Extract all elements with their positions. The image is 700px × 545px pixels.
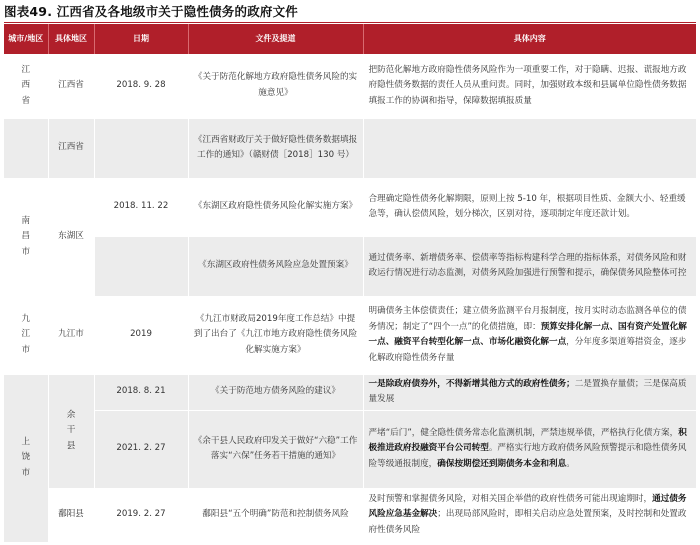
date-cell: 2021. 2. 27 (94, 410, 188, 488)
document-cell: 《九江市财政局2019年度工作总结》中提到了出台了《九江市地方政府隐性债务风险化解实施方案》 (188, 296, 363, 374)
content-cell (363, 374, 696, 410)
date-cell (94, 236, 188, 296)
content-text: 。严格实行地方政府债务风险预警提示和隐性债务风险等级通报制度， (368, 443, 687, 469)
table-row (4, 488, 696, 542)
figure-title: 图表49. 江西省及各地级市关于隐性债务的政府文件 (4, 4, 298, 19)
content-text: 及时预警和掌握债务风险，对相关国企举借的政府性债务可能出现逾期时， (368, 493, 653, 504)
district-cell: 九江市 (48, 296, 94, 374)
date-cell: 2019 (94, 296, 188, 374)
date-cell: 2018. 11. 22 (94, 178, 188, 236)
emphasized-text: 积极推进政府投融资平台公司转型 (368, 427, 687, 454)
content-text: 把防范化解地方政府隐性债务风险作为一项重要工作，对于隐瞒、迟报、谎报地方政府隐性债务数据的责任人员从重问责。同时，加强财政本级和县属单位隐性债务数据填报工作的协调和指导，保障数据填报质量 (368, 64, 687, 106)
document-cell: 《江西省财政厅关于做好隐性债务数据填报工作的通知》（赣财债［2018］130 号） (188, 118, 363, 178)
table-row (4, 236, 696, 296)
document-cell: 《东湖区政府隐性债务风险化解实施方案》 (188, 178, 363, 236)
district-cell: 江西省 (48, 118, 94, 178)
content-text: 明确债务主体偿债责任；建立债务监测平台月报制度，按月实时动态监测各单位的债务情况；制定了“四个一点”的化债措施，即： (368, 306, 687, 332)
table-row (4, 296, 696, 374)
emphasized-text: 预算安排化解一点、国有资产处置化解一点、融资平台转型化解一点、市场化融资化解一点 (368, 321, 687, 347)
content-text: 严堵“后门”，健全隐性债务常态化监测机制，严禁违规举债，严格执行化债方案， (368, 427, 679, 438)
table-row (4, 374, 696, 410)
column-header-city: 城市/地区 (4, 24, 48, 54)
content-text: 二是置换存量债；三是保高质量发展 (368, 378, 687, 404)
document-cell: 《东湖区政府性债务风险应急处置预案》 (188, 236, 363, 296)
document-cell: 《关于防范化解地方政府隐性债务风险的实施意见》 (188, 54, 363, 118)
content-text: 合理确定隐性债务化解期限，原则上按 5-10 年，根据项目性质、金额大小、轻重缓急等，确认偿债风险，划分梯次，区别对待，逐项制定年度还款计划。 (368, 193, 686, 219)
column-header-content: 具体内容 (363, 24, 696, 54)
content-text: 通过债务率、新增债务率、偿债率等指标构建科学合理的指标体系，对债务风险和财政运行情况进行动态监测，对债务风险加强进行预警和提示，确保债务风险整体可控 (368, 252, 687, 278)
date-cell: 2019. 2. 27 (94, 488, 188, 542)
date-cell: 2018. 8. 21 (94, 374, 188, 410)
document-cell: 《关于防范地方债务风险的建议》 (188, 374, 363, 410)
city-cell: 九江市 (4, 296, 48, 374)
column-header-district: 具体地区 (48, 24, 94, 54)
content-cell (363, 118, 696, 178)
emphasized-text: 通过债务风险应急基金解决 (368, 493, 687, 520)
document-cell: 鄱阳县“五个明确”防范和控制债务风险 (188, 488, 363, 542)
policy-document-table (4, 24, 697, 543)
district-cell: 江西省 (48, 54, 94, 118)
city-cell: 上饶市 (4, 374, 48, 542)
city-cell: 南昌市 (4, 178, 48, 296)
district-cell: 东湖区 (48, 178, 94, 296)
content-cell (363, 488, 696, 542)
document-cell: 《余干县人民政府印发关于做好“六稳”工作落实“六保”任务若干措施的通知》 (188, 410, 363, 488)
table-row (4, 178, 696, 236)
title-rule (4, 22, 696, 23)
content-cell (363, 236, 696, 296)
content-text: ；出现局部风险时，即相关启动应急处置预案，及时控制和处置政府性债务风险 (368, 509, 687, 535)
table-row (4, 118, 696, 178)
table-header-row (4, 24, 696, 54)
content-cell (363, 410, 696, 488)
date-cell (94, 118, 188, 178)
content-text: ，分年度多渠道筹措资金，逐步化解政府隐性债务存量 (368, 337, 687, 363)
emphasized-text: 一是除政府债券外，不得新增其他方式的政府性债务； (368, 378, 575, 389)
column-header-document: 文件及提道 (188, 24, 363, 54)
table-row (4, 410, 696, 488)
content-cell (363, 178, 696, 236)
content-cell (363, 296, 696, 374)
date-cell: 2018. 9. 28 (94, 54, 188, 118)
district-cell: 余干县 (48, 374, 94, 488)
table-row (4, 54, 696, 118)
city-cell (4, 118, 48, 178)
content-cell (363, 54, 696, 118)
emphasized-text: 确保按期偿还到期债务本金和利息 (437, 458, 567, 469)
city-cell: 江西省 (4, 54, 48, 118)
column-header-date: 日期 (94, 24, 188, 54)
content-text: 。 (566, 458, 575, 469)
district-cell: 鄱阳县 (48, 488, 94, 542)
